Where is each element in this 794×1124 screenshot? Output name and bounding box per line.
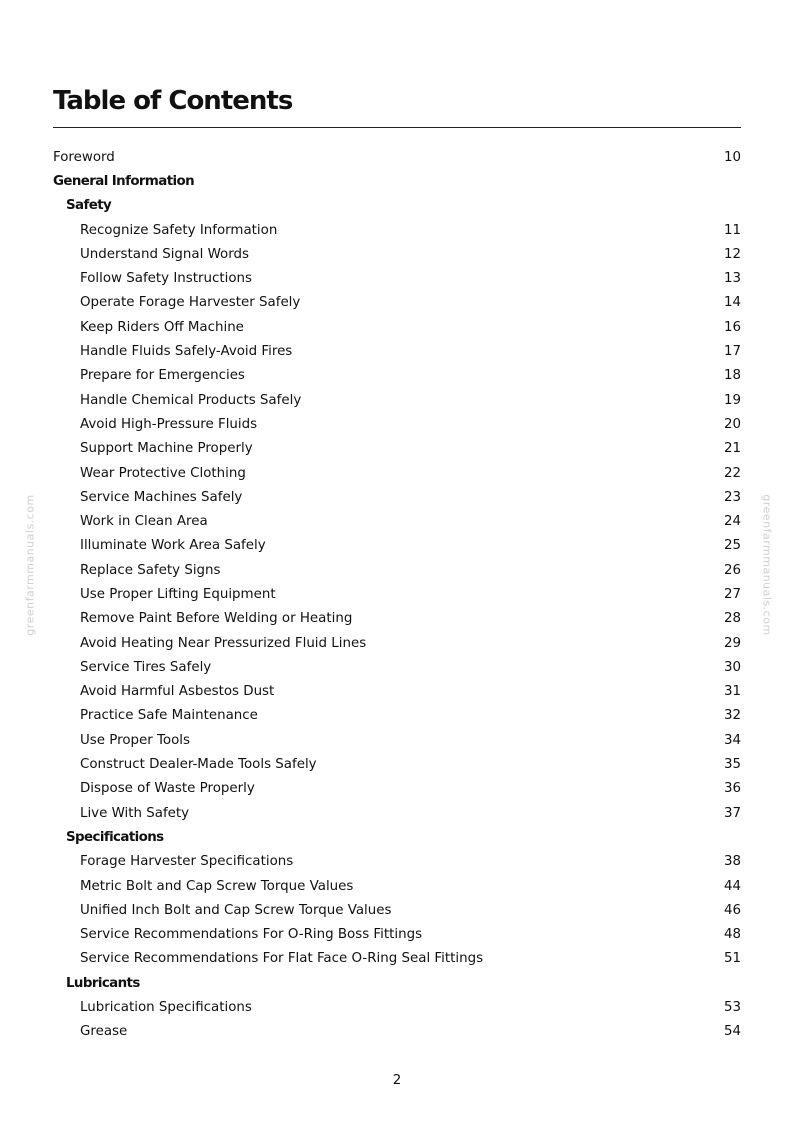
toc-entry-page: 13 — [723, 271, 741, 287]
toc-entry-page: 29 — [723, 635, 741, 651]
toc-section-heading — [53, 194, 741, 218]
toc-entry[interactable] — [53, 218, 741, 242]
toc-entry-page: 30 — [723, 659, 741, 675]
toc-entry[interactable] — [53, 461, 741, 485]
toc-entry-page: 31 — [723, 684, 741, 700]
toc-entry[interactable] — [53, 728, 741, 752]
toc-entry[interactable] — [53, 388, 741, 412]
toc-entry-page: 53 — [723, 1000, 741, 1016]
toc-entry-label: Foreword — [53, 149, 115, 165]
toc-entry-page: 46 — [723, 902, 741, 918]
toc-entry-page: 12 — [723, 246, 741, 262]
page-title: Table of Contents — [53, 86, 293, 116]
toc-entry[interactable] — [53, 752, 741, 776]
toc-entry-label: Recognize Safety Information — [80, 222, 278, 238]
toc-entry-page: 51 — [723, 951, 741, 967]
toc-entry[interactable] — [53, 485, 741, 509]
toc-entry-label: Work in Clean Area — [80, 514, 208, 530]
toc-entry[interactable] — [53, 898, 741, 922]
toc-entry-page: 27 — [723, 586, 741, 602]
page-number: 2 — [392, 1073, 402, 1088]
toc-entry[interactable] — [53, 777, 741, 801]
toc-entry-page: 20 — [723, 416, 741, 432]
watermark-right: greenfarmmanuals.com — [760, 494, 774, 636]
toc-entry-label: Use Proper Tools — [80, 732, 191, 748]
toc-entry-label: Service Tires Safely — [80, 659, 212, 675]
toc-entry[interactable] — [53, 655, 741, 679]
toc-entry-label: Metric Bolt and Cap Screw Torque Values — [80, 878, 354, 894]
toc-entry[interactable] — [53, 1020, 741, 1044]
toc-entry-page: 32 — [723, 708, 741, 724]
toc-entry-page: 16 — [723, 319, 741, 335]
toc-entry[interactable] — [53, 874, 741, 898]
toc-entry[interactable] — [53, 145, 741, 169]
toc-entry-page: 22 — [723, 465, 741, 481]
toc-entry-page: 54 — [723, 1024, 741, 1040]
toc-entry[interactable] — [53, 437, 741, 461]
toc-entry-label: Support Machine Properly — [80, 441, 253, 457]
toc-entry-label: Service Recommendations For Flat Face O-Ring Seal Fittings — [80, 951, 484, 967]
toc-entry-label: Avoid High-Pressure Fluids — [80, 416, 258, 432]
toc-entry-label: Wear Protective Clothing — [80, 465, 246, 481]
toc-entry-label: Live With Safety — [80, 805, 190, 821]
toc-entry[interactable] — [53, 995, 741, 1019]
toc-entry[interactable] — [53, 801, 741, 825]
toc-entry[interactable] — [53, 631, 741, 655]
toc-entry-page: 25 — [723, 538, 741, 554]
toc-entry-label: Keep Riders Off Machine — [80, 319, 244, 335]
toc-entry[interactable] — [53, 947, 741, 971]
toc-entry-page: 28 — [723, 611, 741, 627]
toc-entry-label: Follow Safety Instructions — [80, 271, 252, 287]
toc-entry-page: 38 — [723, 854, 741, 870]
toc-entry-page: 26 — [723, 562, 741, 578]
toc-entry-page: 21 — [723, 441, 741, 457]
toc-entry-label: Unified Inch Bolt and Cap Screw Torque Values — [80, 902, 392, 918]
toc-entry[interactable] — [53, 364, 741, 388]
toc-entry[interactable] — [53, 923, 741, 947]
toc-entry-label: Specifications — [66, 829, 164, 845]
toc-entry-page: 35 — [723, 757, 741, 773]
toc-entry-page: 48 — [723, 927, 741, 943]
toc-entry-page: 37 — [723, 805, 741, 821]
toc-entry-label: Avoid Harmful Asbestos Dust — [80, 684, 275, 700]
toc-entry[interactable] — [53, 534, 741, 558]
toc-entry[interactable] — [53, 607, 741, 631]
toc-entry-page: 14 — [723, 295, 741, 311]
toc-entry-label: General Information — [53, 173, 195, 189]
toc-entry-label: Dispose of Waste Properly — [80, 781, 255, 797]
toc-entry-page: 11 — [723, 222, 741, 238]
toc-entry-page: 34 — [723, 732, 741, 748]
toc-entry[interactable] — [53, 339, 741, 363]
toc-list — [53, 145, 741, 1044]
toc-entry[interactable] — [53, 315, 741, 339]
title-divider — [53, 127, 741, 128]
toc-entry-label: Avoid Heating Near Pressurized Fluid Lines — [80, 635, 367, 651]
toc-entry-page: 23 — [723, 489, 741, 505]
toc-entry-label: Practice Safe Maintenance — [80, 708, 258, 724]
toc-entry-label: Lubricants — [66, 975, 140, 991]
toc-entry-page: 10 — [723, 149, 741, 165]
toc-entry-page: 17 — [723, 344, 741, 360]
toc-entry-label: Handle Chemical Products Safely — [80, 392, 302, 408]
toc-entry-label: Remove Paint Before Welding or Heating — [80, 611, 353, 627]
toc-entry-page: 18 — [723, 368, 741, 384]
toc-entry-page: 36 — [723, 781, 741, 797]
toc-entry-label: Operate Forage Harvester Safely — [80, 295, 301, 311]
toc-entry-label: Lubrication Specifications — [80, 1000, 252, 1016]
toc-entry[interactable] — [53, 850, 741, 874]
toc-entry[interactable] — [53, 680, 741, 704]
toc-entry-label: Use Proper Lifting Equipment — [80, 586, 276, 602]
toc-entry-label: Prepare for Emergencies — [80, 368, 245, 384]
toc-entry[interactable] — [53, 509, 741, 533]
toc-entry-label: Forage Harvester Specifications — [80, 854, 294, 870]
toc-entry-label: Service Recommendations For O-Ring Boss Fittings — [80, 927, 423, 943]
watermark-left: greenfarmmanuals.com — [23, 494, 37, 636]
toc-entry[interactable] — [53, 582, 741, 606]
toc-entry[interactable] — [53, 412, 741, 436]
toc-section-heading — [53, 169, 741, 193]
toc-entry-label: Grease — [80, 1024, 128, 1040]
toc-entry-page: 19 — [723, 392, 741, 408]
toc-entry-page: 44 — [723, 878, 741, 894]
toc-entry-label: Construct Dealer-Made Tools Safely — [80, 757, 317, 773]
toc-entry[interactable] — [53, 558, 741, 582]
toc-section-heading — [53, 825, 741, 849]
toc-entry-label: Illuminate Work Area Safely — [80, 538, 266, 554]
toc-entry-label: Replace Safety Signs — [80, 562, 221, 578]
toc-section-heading — [53, 971, 741, 995]
toc-entry[interactable] — [53, 704, 741, 728]
toc-entry[interactable] — [53, 266, 741, 290]
toc-entry-label: Understand Signal Words — [80, 246, 249, 262]
toc-entry[interactable] — [53, 291, 741, 315]
toc-entry[interactable] — [53, 242, 741, 266]
toc-entry-label: Handle Fluids Safely-Avoid Fires — [80, 344, 293, 360]
toc-entry-page: 24 — [723, 514, 741, 530]
toc-entry-label: Service Machines Safely — [80, 489, 243, 505]
toc-entry-label: Safety — [66, 198, 112, 214]
